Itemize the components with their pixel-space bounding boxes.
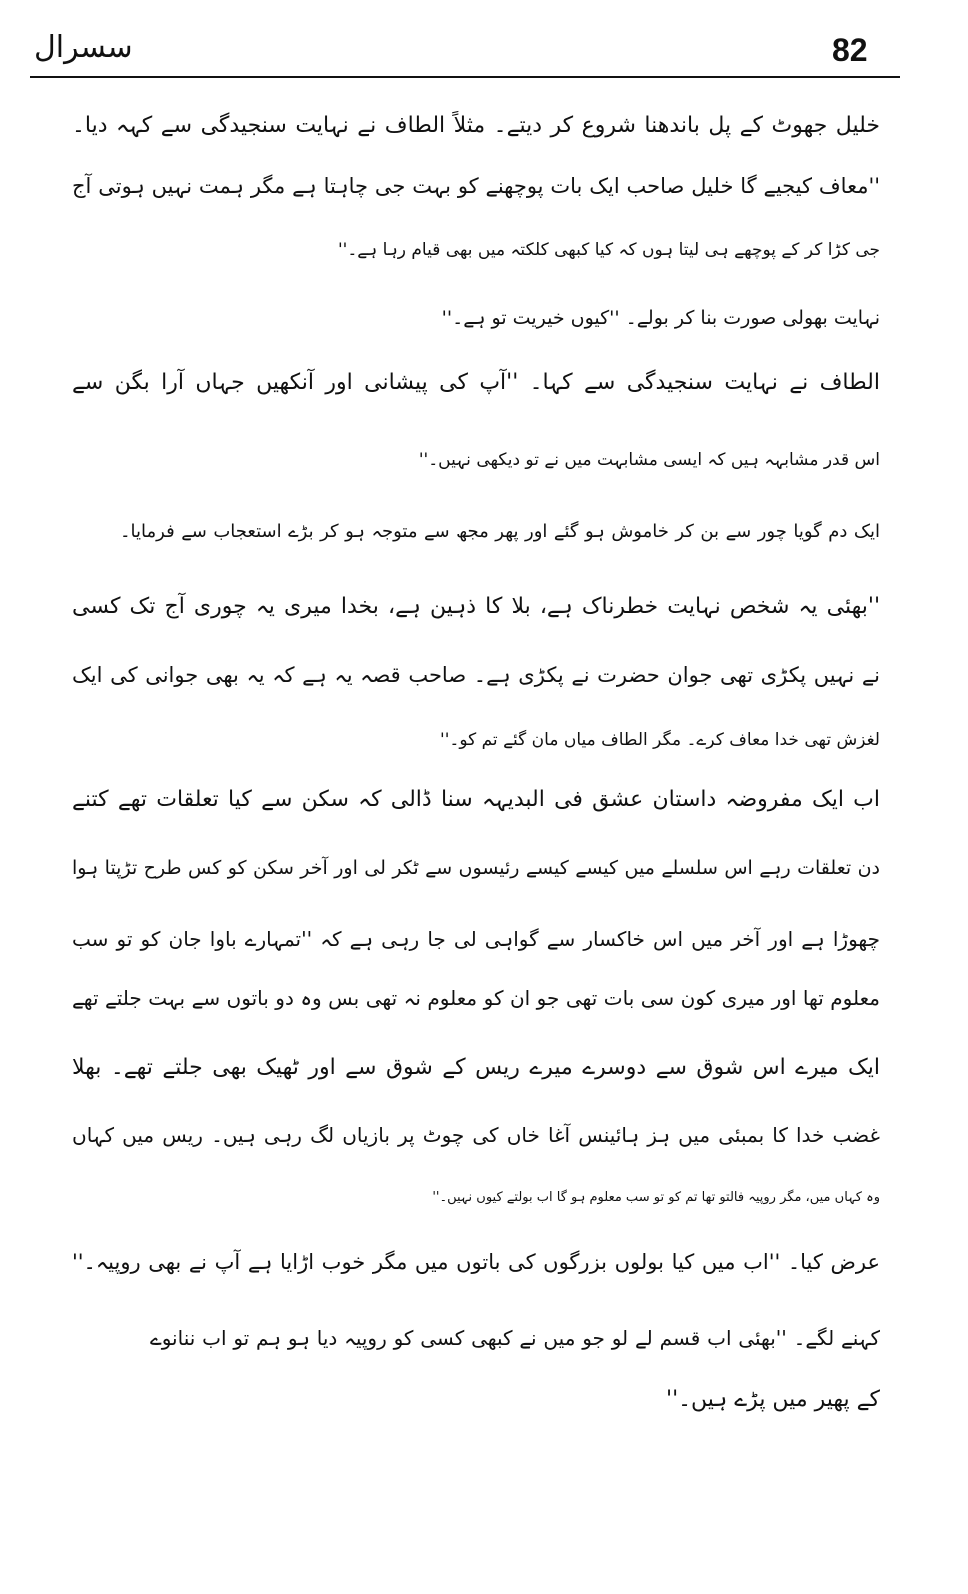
running-title: سسرال [34,30,133,65]
text-line: چھوڑا ہے اور آخر میں اس خاکسار سے گواہی لی جا رہی ہے کہ ''تمہارے باوا جان کو تو سب [72,927,880,951]
text-line: خلیل جھوٹ کے پل باندھنا شروع کر دیتے۔ مثلاً الطاف نے نہایت سنجیدگی سے کہہ دیا۔ [72,113,880,138]
text-line: ایک میرے اس شوق سے دوسرے میرے ریس کے شوق سے اور ٹھیک بھی جلتے تھے۔ بھلا [72,1055,880,1080]
text-line: معلوم تھا اور میری کون سی بات تھی جو ان کو معلوم نہ تھی بس وہ دو باتوں سے بہت جلتے تھے [72,986,880,1010]
text-line: ایک دم گویا چور سے بن کر خاموش ہو گئے اور پھر مجھ سے متوجہ ہو کر بڑے استعجاب سے فرمایا۔ [120,521,880,542]
text-line: عرض کیا۔ ''اب میں کیا بولوں بزرگوں کی باتوں میں مگر خوب اڑایا ہے آپ نے بھی روپیہ۔'' [72,1250,880,1274]
text-line: اب ایک مفروضہ داستان عشق فی البدیہہ سنا ڈالی کہ سکن سے کیا تعلقات تھے کتنے [72,787,880,812]
text-line: کے پھیر میں پڑے ہیں۔'' [666,1387,880,1412]
text-line: الطاف نے نہایت سنجیدگی سے کہا۔ ''آپ کی پیشانی اور آنکھیں جہاں آرا بگن سے [72,370,880,395]
page-number: 82 [832,32,868,68]
text-line: غضب خدا کا بمبئی میں ہز ہائینس آغا خاں کی چوٹ پر بازیاں لگ رہی ہیں۔ ریس میں کہاں [72,1123,880,1147]
text-line: وہ کہاں میں، مگر روپیہ فالتو تھا تم کو تو سب معلوم ہو گا اب بولتے کیوں نہیں۔'' [432,1190,880,1205]
text-line: دن تعلقات رہے اس سلسلے میں کیسے کیسے رئیسوں سے ٹکر لی اور آخر سکن کو کس طرح تڑپتا ہوا [72,857,880,879]
text-line: کہنے لگے۔ ''بھئی اب قسم لے لو جو میں نے کبھی کسی کو روپیہ دیا ہو ہم تو اب ننانوے [150,1326,880,1350]
text-line: نے نہیں پکڑی تھی جوان حضرت نے پکڑی ہے۔ صاحب قصہ یہ ہے کہ یہ بھی جوانی کی ایک [72,663,880,687]
text-line: نہایت بھولی صورت بنا کر بولے۔ ''کیوں خیریت تو ہے۔'' [441,307,880,329]
text-line: جی کڑا کر کے پوچھے ہی لیتا ہوں کہ کیا کبھی کلکتہ میں بھی قیام رہا ہے۔'' [338,240,880,260]
text-line: ''بھئی یہ شخص نہایت خطرناک ہے، بلا کا ذہین ہے، بخدا میری یہ چوری آج تک کسی [72,594,880,619]
text-line: لغزش تھی خدا معاف کرے۔ مگر الطاف میاں مان گئے تم کو۔'' [440,730,880,750]
text-line: ''معاف کیجیے گا خلیل صاحب ایک بات پوچھنے کو بہت جی چاہتا ہے مگر ہمت نہیں ہوتی آج [72,174,880,198]
text-line: اس قدر مشابہہ ہیں کہ ایسی مشابہت میں نے تو دیکھی نہیں۔'' [418,450,880,470]
